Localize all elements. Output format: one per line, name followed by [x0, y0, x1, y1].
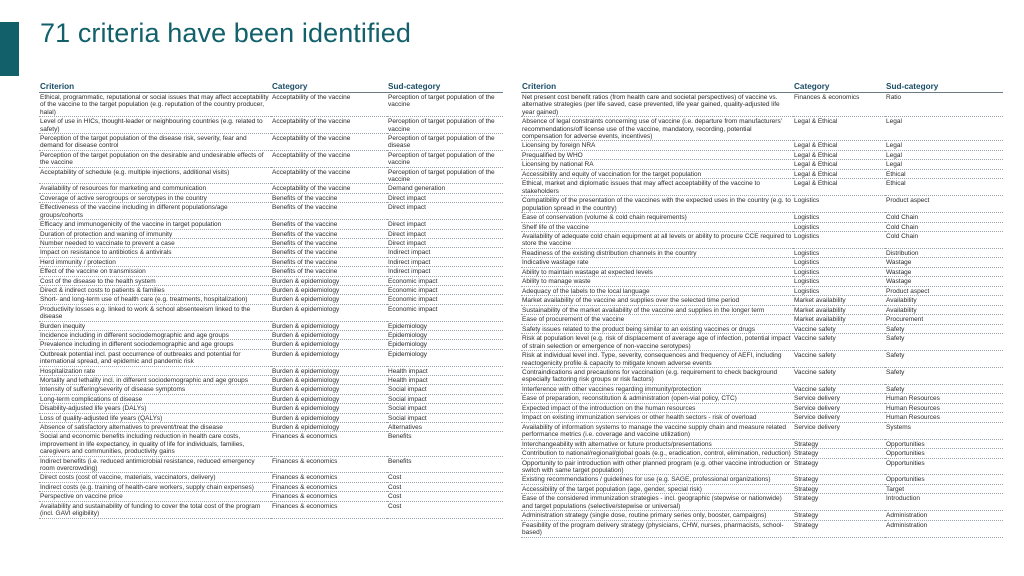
subcategory-cell: Social impact	[387, 413, 503, 422]
category-cell: Finances & economics	[793, 93, 885, 117]
table-row	[521, 93, 1003, 117]
category-cell: Strategy	[793, 484, 885, 494]
subcategory-cell: Ratio	[885, 93, 1003, 117]
table-row	[39, 257, 503, 266]
criterion-cell: Expected impact of the introduction on the human resources	[521, 403, 793, 413]
criterion-cell: Hospitalization rate	[39, 366, 271, 375]
category-cell: Logistics	[793, 222, 885, 232]
subcategory-cell: Distribution	[885, 248, 1003, 258]
category-cell: Strategy	[793, 494, 885, 511]
subcategory-cell: Direct impact	[387, 203, 503, 220]
table-row	[39, 492, 503, 501]
table-row	[39, 285, 503, 294]
category-cell: Strategy	[793, 511, 885, 521]
header-category: Category	[271, 80, 387, 93]
category-cell: Benefits of the vaccine	[271, 257, 387, 266]
subcategory-cell: Indirect impact	[387, 248, 503, 257]
category-cell: Acceptability of the vaccine	[271, 134, 387, 151]
table-row	[521, 484, 1003, 494]
subcategory-cell: Cold Chain	[885, 222, 1003, 232]
category-cell: Finances & economics	[271, 432, 387, 456]
criterion-cell: Indicative wastage rate	[521, 258, 793, 268]
table-header-row	[521, 80, 1003, 93]
table-row	[521, 449, 1003, 459]
category-cell: Finances & economics	[271, 501, 387, 518]
criterion-cell: Efficacy and immunogenicity of the vaccine in target population	[39, 220, 271, 229]
criterion-cell: Opportunity to pair introduction with other planned program (e.g. other vaccine introduction or switch with same target population)	[521, 458, 793, 475]
table-row	[521, 248, 1003, 258]
category-cell: Benefits of the vaccine	[271, 220, 387, 229]
table-row	[39, 394, 503, 403]
subcategory-cell: Product aspect	[885, 286, 1003, 296]
table-row	[39, 117, 503, 134]
criterion-cell: Contraindications and precautions for vaccination (e.g. requirement to check background especially factoring risk groups or risk factors)	[521, 368, 793, 385]
category-cell: Acceptability of the vaccine	[271, 167, 387, 184]
table-row	[521, 351, 1003, 368]
criterion-cell: Burden inequity	[39, 321, 271, 330]
table-row	[521, 117, 1003, 141]
table-row	[521, 422, 1003, 439]
subcategory-cell: Wastage	[885, 258, 1003, 268]
category-cell: Burden & epidemiology	[271, 366, 387, 375]
criterion-cell: Compatibility of the presentation of the vaccines with the expected uses in the country (e.g. to population spread in the country)	[521, 196, 793, 213]
subcategory-cell: Wastage	[885, 267, 1003, 277]
table-row	[521, 475, 1003, 485]
subcategory-cell: Indirect impact	[387, 257, 503, 266]
subcategory-cell: Cost	[387, 492, 503, 501]
criterion-cell: Ability to maintain wastage at expected levels	[521, 267, 793, 277]
criterion-cell: Feasibility of the program delivery strategy (physicians, CHW, nurses, pharmacists, school-based)	[521, 520, 793, 537]
subcategory-cell: Direct impact	[387, 193, 503, 202]
table-row	[39, 413, 503, 422]
category-cell: Vaccine safety	[793, 334, 885, 351]
subcategory-cell: Perception of target population of the vaccine	[387, 117, 503, 134]
criterion-cell: Coverage of active serogroups or serotypes in the country	[39, 193, 271, 202]
subcategory-cell: Administration	[885, 520, 1003, 537]
table-row	[521, 439, 1003, 449]
subcategory-cell: Perception of target population of the vaccine	[387, 150, 503, 167]
subcategory-cell: Opportunities	[885, 458, 1003, 475]
category-cell: Legal & Ethical	[793, 169, 885, 179]
table-row	[521, 494, 1003, 511]
table-row	[39, 404, 503, 413]
table-row	[39, 349, 503, 366]
header-subcategory: Sud-category	[885, 80, 1003, 93]
subcategory-cell: Product aspect	[885, 196, 1003, 213]
subcategory-cell: Legal	[885, 160, 1003, 170]
subcategory-cell: Epidemiology	[387, 330, 503, 339]
table-row	[521, 413, 1003, 423]
subcategory-cell: Epidemiology	[387, 340, 503, 349]
criterion-cell: Ease of procurement of the vaccine	[521, 315, 793, 325]
category-cell: Strategy	[793, 520, 885, 537]
table-row	[521, 160, 1003, 170]
criterion-cell: Availability of resources for marketing and communication	[39, 184, 271, 193]
category-cell: Burden & epidemiology	[271, 376, 387, 385]
table-row	[39, 501, 503, 518]
category-cell: Burden & epidemiology	[271, 394, 387, 403]
table-row	[39, 220, 503, 229]
criterion-cell: Accessibility of the target population (age, gender, special risk)	[521, 484, 793, 494]
criterion-cell: Licensing by foreign NRA	[521, 141, 793, 151]
criterion-cell: Ability to manage waste	[521, 277, 793, 287]
criterion-cell: Ease of the considered immunization strategies - incl. geographic (stepwise or nationwide) and target populations (selective/stepwise or universal)	[521, 494, 793, 511]
criterion-cell: Risk at population level (e.g. risk of displacement of average age of infection, potential impact of strain selection or emergence of non-vaccine serotypes)	[521, 334, 793, 351]
criterion-cell: Impact on existing immunization services or other health sectors - risk of overload	[521, 413, 793, 423]
table-row	[39, 423, 503, 432]
category-cell: Burden & epidemiology	[271, 304, 387, 321]
category-cell: Burden & epidemiology	[271, 285, 387, 294]
subcategory-cell: Perception of target population of the vaccine	[387, 93, 503, 117]
table-row	[39, 330, 503, 339]
category-cell: Strategy	[793, 449, 885, 459]
category-cell: Finances & economics	[271, 492, 387, 501]
subcategory-cell: Administration	[885, 511, 1003, 521]
criterion-cell: Perception of the target population of the disease risk, severity, fear and demand for disease control	[39, 134, 271, 151]
criterion-cell: Net present cost benefit ratios (from health care and societal perspectives) of vaccine vs. alternative strategies (per life saved, case prevented, life year gained, quality-adjusted life year gained)	[521, 93, 793, 117]
category-cell: Logistics	[793, 213, 885, 223]
criterion-cell: Indirect costs (e.g. training of health-care workers, supply chain expenses)	[39, 482, 271, 491]
table-row	[521, 150, 1003, 160]
category-cell: Burden & epidemiology	[271, 423, 387, 432]
subcategory-cell: Cost	[387, 501, 503, 518]
category-cell: Vaccine safety	[793, 384, 885, 394]
table-row	[39, 184, 503, 193]
header-category: Category	[793, 80, 885, 93]
category-cell: Legal & Ethical	[793, 150, 885, 160]
criterion-cell: Interchangeability with alternative or future products/presentations	[521, 439, 793, 449]
category-cell: Legal & Ethical	[793, 179, 885, 196]
table-row	[521, 141, 1003, 151]
criterion-cell: Acceptability of schedule (e.g. multiple injections, additional visits)	[39, 167, 271, 184]
subcategory-cell: Economic impact	[387, 304, 503, 321]
criterion-cell: Mortality and lethality incl. in different sociodemographic and age groups	[39, 376, 271, 385]
criterion-cell: Herd immunity / protection	[39, 257, 271, 266]
criterion-cell: Effectiveness of the vaccine including in different populations/age groups/cohorts	[39, 203, 271, 220]
category-cell: Service delivery	[793, 422, 885, 439]
category-cell: Burden & epidemiology	[271, 349, 387, 366]
subcategory-cell: Cold Chain	[885, 232, 1003, 249]
subcategory-cell: Safety	[885, 324, 1003, 334]
criterion-cell: Short- and long-term use of health care (e.g. treatments, hospitalization)	[39, 295, 271, 304]
criterion-cell: Contribution to national/regional/global goals (e.g., eradication, control, elimination, reduction)	[521, 449, 793, 459]
table-row	[521, 296, 1003, 306]
category-cell: Logistics	[793, 258, 885, 268]
criterion-cell: Outbreak potential incl. past occurrence of outbreaks and potential for international spread, and epidemic and pandemic risk	[39, 349, 271, 366]
criterion-cell: Adequacy of the labels to the local language	[521, 286, 793, 296]
table-row	[521, 334, 1003, 351]
table-row	[521, 384, 1003, 394]
criterion-cell: Risk at individual level incl. Type, severity, consequences and frequency of AEFI, including reactogenicity profile & capacity to mitigate known adverse events	[521, 351, 793, 368]
table-row	[39, 295, 503, 304]
table-row	[39, 385, 503, 394]
subcategory-cell: Procurement	[885, 315, 1003, 325]
table-row	[39, 203, 503, 220]
criterion-cell: Absence of legal constraints concerning use of vaccine (i.e. departure from manufacturers' recommendations/off license use of the vaccine, mandatory, recording, potential compensation for adverse events, incentives)	[521, 117, 793, 141]
category-cell: Burden & epidemiology	[271, 321, 387, 330]
category-cell: Benefits of the vaccine	[271, 229, 387, 238]
subcategory-cell: Ethical	[885, 169, 1003, 179]
table-row	[521, 267, 1003, 277]
table-row	[39, 321, 503, 330]
criterion-cell: Productivity losses e.g. linked to work & school absenteeism linked to the disease	[39, 304, 271, 321]
category-cell: Benefits of the vaccine	[271, 238, 387, 247]
category-cell: Legal & Ethical	[793, 160, 885, 170]
table-body-left	[39, 93, 503, 519]
subcategory-cell: Perception of target population of the vaccine	[387, 167, 503, 184]
category-cell: Benefits of the vaccine	[271, 248, 387, 257]
criterion-cell: Disability-adjusted life years (DALYs)	[39, 404, 271, 413]
category-cell: Benefits of the vaccine	[271, 193, 387, 202]
criterion-cell: Loss of quality-adjusted life years (QALYs)	[39, 413, 271, 422]
criterion-cell: Market availability of the vaccine and supplies over the selected time period	[521, 296, 793, 306]
subcategory-cell: Perception of target population of the disease	[387, 134, 503, 151]
header-subcategory: Sud-category	[387, 80, 503, 93]
category-cell: Vaccine safety	[793, 351, 885, 368]
table-row	[39, 248, 503, 257]
category-cell: Burden & epidemiology	[271, 404, 387, 413]
category-cell: Logistics	[793, 277, 885, 287]
subcategory-cell: Safety	[885, 384, 1003, 394]
criterion-cell: Ethical, market and diplomatic issues that may affect acceptability of the vaccine to stakeholders	[521, 179, 793, 196]
subcategory-cell: Cost	[387, 482, 503, 491]
table-row	[521, 286, 1003, 296]
table-row	[39, 366, 503, 375]
category-cell: Benefits of the vaccine	[271, 267, 387, 276]
header-criterion: Criterion	[521, 80, 793, 93]
category-cell: Strategy	[793, 458, 885, 475]
subcategory-cell: Epidemiology	[387, 321, 503, 330]
category-cell: Legal & Ethical	[793, 117, 885, 141]
category-cell: Burden & epidemiology	[271, 413, 387, 422]
table-row	[521, 222, 1003, 232]
subcategory-cell: Benefits	[387, 456, 503, 473]
category-cell: Burden & epidemiology	[271, 385, 387, 394]
criterion-cell: Direct costs (cost of vaccine, materials, vaccinators, delivery)	[39, 473, 271, 482]
category-cell: Market availability	[793, 296, 885, 306]
table-row	[521, 258, 1003, 268]
table-row	[521, 277, 1003, 287]
subcategory-cell: Opportunities	[885, 449, 1003, 459]
criterion-cell: Licensing by national RA	[521, 160, 793, 170]
subcategory-cell: Target	[885, 484, 1003, 494]
criterion-cell: Sustainability of the market availability of the vaccine and supplies in the longer term	[521, 305, 793, 315]
criterion-cell: Cost of the disease to the health system	[39, 276, 271, 285]
table-row	[39, 432, 503, 456]
subcategory-cell: Demand generation	[387, 184, 503, 193]
category-cell: Acceptability of the vaccine	[271, 117, 387, 134]
criterion-cell: Ethical, programmatic, reputational or social issues that may affect acceptability of the vaccine to the target population (e.g. reputation of the country producer, halal)	[39, 93, 271, 117]
criterion-cell: Ease of preparation, reconstitution & administration (open-vial policy, CTC)	[521, 394, 793, 404]
criterion-cell: Impact on resistance to antibiotics & antivirals	[39, 248, 271, 257]
criterion-cell: Availability and sustainability of funding to cover the total cost of the program (incl. GAVI eligibility)	[39, 501, 271, 518]
table-row	[39, 304, 503, 321]
subcategory-cell: Human Resources	[885, 394, 1003, 404]
criterion-cell: Long-term complications of disease	[39, 394, 271, 403]
table-row	[39, 376, 503, 385]
table-row	[39, 482, 503, 491]
subcategory-cell: Introduction	[885, 494, 1003, 511]
table-row	[521, 368, 1003, 385]
subcategory-cell: Direct impact	[387, 220, 503, 229]
criterion-cell: Existing recommendations / guidelines for use (e.g. SAGE, professional organizations)	[521, 475, 793, 485]
page-title: 71 criteria have been identified	[40, 18, 411, 48]
table-row	[521, 511, 1003, 521]
table-row	[39, 238, 503, 247]
criterion-cell: Duration of protection and waning of immunity	[39, 229, 271, 238]
table-row	[521, 458, 1003, 475]
category-cell: Burden & epidemiology	[271, 340, 387, 349]
table-row	[39, 150, 503, 167]
subcategory-cell: Alternatives	[387, 423, 503, 432]
table-row	[521, 403, 1003, 413]
table-row	[39, 193, 503, 202]
category-cell: Finances & economics	[271, 473, 387, 482]
table-row	[39, 473, 503, 482]
subcategory-cell: Social impact	[387, 404, 503, 413]
table-row	[39, 267, 503, 276]
table-row	[521, 169, 1003, 179]
criterion-cell: Safety issues related to the product being similar to an existing vaccines or drugs	[521, 324, 793, 334]
subcategory-cell: Benefits	[387, 432, 503, 456]
criterion-cell: Number needed to vaccinate to prevent a case	[39, 238, 271, 247]
criterion-cell: Social and economic benefits including reduction in health care costs, improvement in life expectancy, in quality of life for individuals, families, caregivers and communities, productivity gains	[39, 432, 271, 456]
table-row	[521, 520, 1003, 537]
table-row	[521, 232, 1003, 249]
category-cell: Logistics	[793, 232, 885, 249]
subcategory-cell: Wastage	[885, 277, 1003, 287]
category-cell: Burden & epidemiology	[271, 276, 387, 285]
subcategory-cell: Opportunities	[885, 475, 1003, 485]
category-cell: Service delivery	[793, 413, 885, 423]
subcategory-cell: Safety	[885, 351, 1003, 368]
criterion-cell: Administration strategy (single dose, routine primary series only, booster, campaigns)	[521, 511, 793, 521]
category-cell: Market availability	[793, 305, 885, 315]
subcategory-cell: Direct impact	[387, 229, 503, 238]
category-cell: Burden & epidemiology	[271, 330, 387, 339]
criteria-table-right	[521, 80, 1003, 538]
criterion-cell: Perspective on vaccine price	[39, 492, 271, 501]
subcategory-cell: Legal	[885, 141, 1003, 151]
accent-bar	[0, 22, 19, 76]
criterion-cell: Indirect benefits (i.e. reduced antimicrobial resistance, reduced emergency room overcrowding)	[39, 456, 271, 473]
criterion-cell: Prevalence including in different sociodemographic and age groups	[39, 340, 271, 349]
table-row	[39, 167, 503, 184]
header-criterion: Criterion	[39, 80, 271, 93]
subcategory-cell: Legal	[885, 117, 1003, 141]
table-row	[521, 305, 1003, 315]
table-row	[521, 324, 1003, 334]
category-cell: Logistics	[793, 248, 885, 258]
subcategory-cell: Economic impact	[387, 285, 503, 294]
criterion-cell: Availability of adequate cold chain equipment at all levels or ability to procure CCE required to store the vaccine	[522, 233, 792, 248]
subcategory-cell: Economic impact	[387, 295, 503, 304]
category-cell: Market availability	[793, 315, 885, 325]
subcategory-cell: Health impact	[387, 366, 503, 375]
category-cell: Finances & economics	[271, 482, 387, 491]
category-cell: Vaccine safety	[793, 368, 885, 385]
category-cell: Finances & economics	[271, 456, 387, 473]
table-row	[521, 315, 1003, 325]
criterion-cell: Readiness of the existing distribution channels in the country	[521, 248, 793, 258]
subcategory-cell: Opportunities	[885, 439, 1003, 449]
criterion-cell: Incidence including in different sociodemographic and age groups	[39, 330, 271, 339]
category-cell: Logistics	[793, 286, 885, 296]
criterion-cell: Absence of satisfactory alternatives to prevent/treat the disease	[39, 423, 271, 432]
criterion-cell: Ease of conservation (volume & cold chain requirements)	[521, 213, 793, 223]
category-cell: Acceptability of the vaccine	[271, 150, 387, 167]
category-cell: Logistics	[793, 267, 885, 277]
criterion-cell: Accessibility and equity of vaccination for the target population	[521, 169, 793, 179]
subcategory-cell: Safety	[885, 334, 1003, 351]
subcategory-cell: Direct impact	[387, 238, 503, 247]
category-cell: Acceptability of the vaccine	[271, 93, 387, 117]
criterion-cell: Interference with other vaccines regarding immunity/protection	[521, 384, 793, 394]
table-row	[39, 456, 503, 473]
table-row	[39, 134, 503, 151]
category-cell: Service delivery	[793, 403, 885, 413]
subcategory-cell: Human Resources	[885, 413, 1003, 423]
criteria-table-left	[39, 80, 503, 519]
criterion-cell: Direct & indirect costs to patients & families	[39, 285, 271, 294]
table-row	[39, 276, 503, 285]
subcategory-cell: Health impact	[387, 376, 503, 385]
criterion-cell: Shelf life of the vaccine	[521, 222, 793, 232]
category-cell: Legal & Ethical	[793, 141, 885, 151]
subcategory-cell: Indirect impact	[387, 267, 503, 276]
criterion-cell: Intensity of suffering/severity of disease symptoms	[39, 385, 271, 394]
criterion-cell: Effect of the vaccine on transmission	[39, 267, 271, 276]
subcategory-cell: Availability	[885, 296, 1003, 306]
table-row	[39, 93, 503, 117]
table-row	[521, 394, 1003, 404]
criterion-cell: Prequalified by WHO	[521, 150, 793, 160]
table-body-right	[521, 93, 1003, 538]
subcategory-cell: Systems	[885, 422, 1003, 439]
criterion-cell: Perception of the target population on the desirable and undesirable effects of the vaccine	[39, 150, 271, 167]
subcategory-cell: Social impact	[387, 385, 503, 394]
subcategory-cell: Cold Chain	[885, 213, 1003, 223]
subcategory-cell: Epidemiology	[387, 349, 503, 366]
table-header-row	[39, 80, 503, 93]
subcategory-cell: Safety	[885, 368, 1003, 385]
category-cell: Strategy	[793, 475, 885, 485]
subcategory-cell: Economic impact	[387, 276, 503, 285]
subcategory-cell: Ethical	[885, 179, 1003, 196]
subcategory-cell: Cost	[387, 473, 503, 482]
table-row	[521, 196, 1003, 213]
category-cell: Logistics	[793, 196, 885, 213]
table-row	[521, 213, 1003, 223]
subcategory-cell: Human Resources	[885, 403, 1003, 413]
category-cell: Burden & epidemiology	[271, 295, 387, 304]
category-cell: Benefits of the vaccine	[271, 203, 387, 220]
subcategory-cell: Availability	[885, 305, 1003, 315]
category-cell: Acceptability of the vaccine	[271, 184, 387, 193]
subcategory-cell: Legal	[885, 150, 1003, 160]
category-cell: Strategy	[793, 439, 885, 449]
subcategory-cell: Social impact	[387, 394, 503, 403]
category-cell: Vaccine safety	[793, 324, 885, 334]
criterion-cell: Availability of information systems to manage the vaccine supply chain and measure related performance metrics (i.e. coverage and vaccine utilization)	[521, 422, 793, 439]
table-row	[521, 179, 1003, 196]
criterion-cell: Level of use in HICs, thought-leader or neighbouring countries (e.g. related to safety)	[39, 117, 271, 134]
table-row	[39, 340, 503, 349]
category-cell: Service delivery	[793, 394, 885, 404]
table-row	[39, 229, 503, 238]
